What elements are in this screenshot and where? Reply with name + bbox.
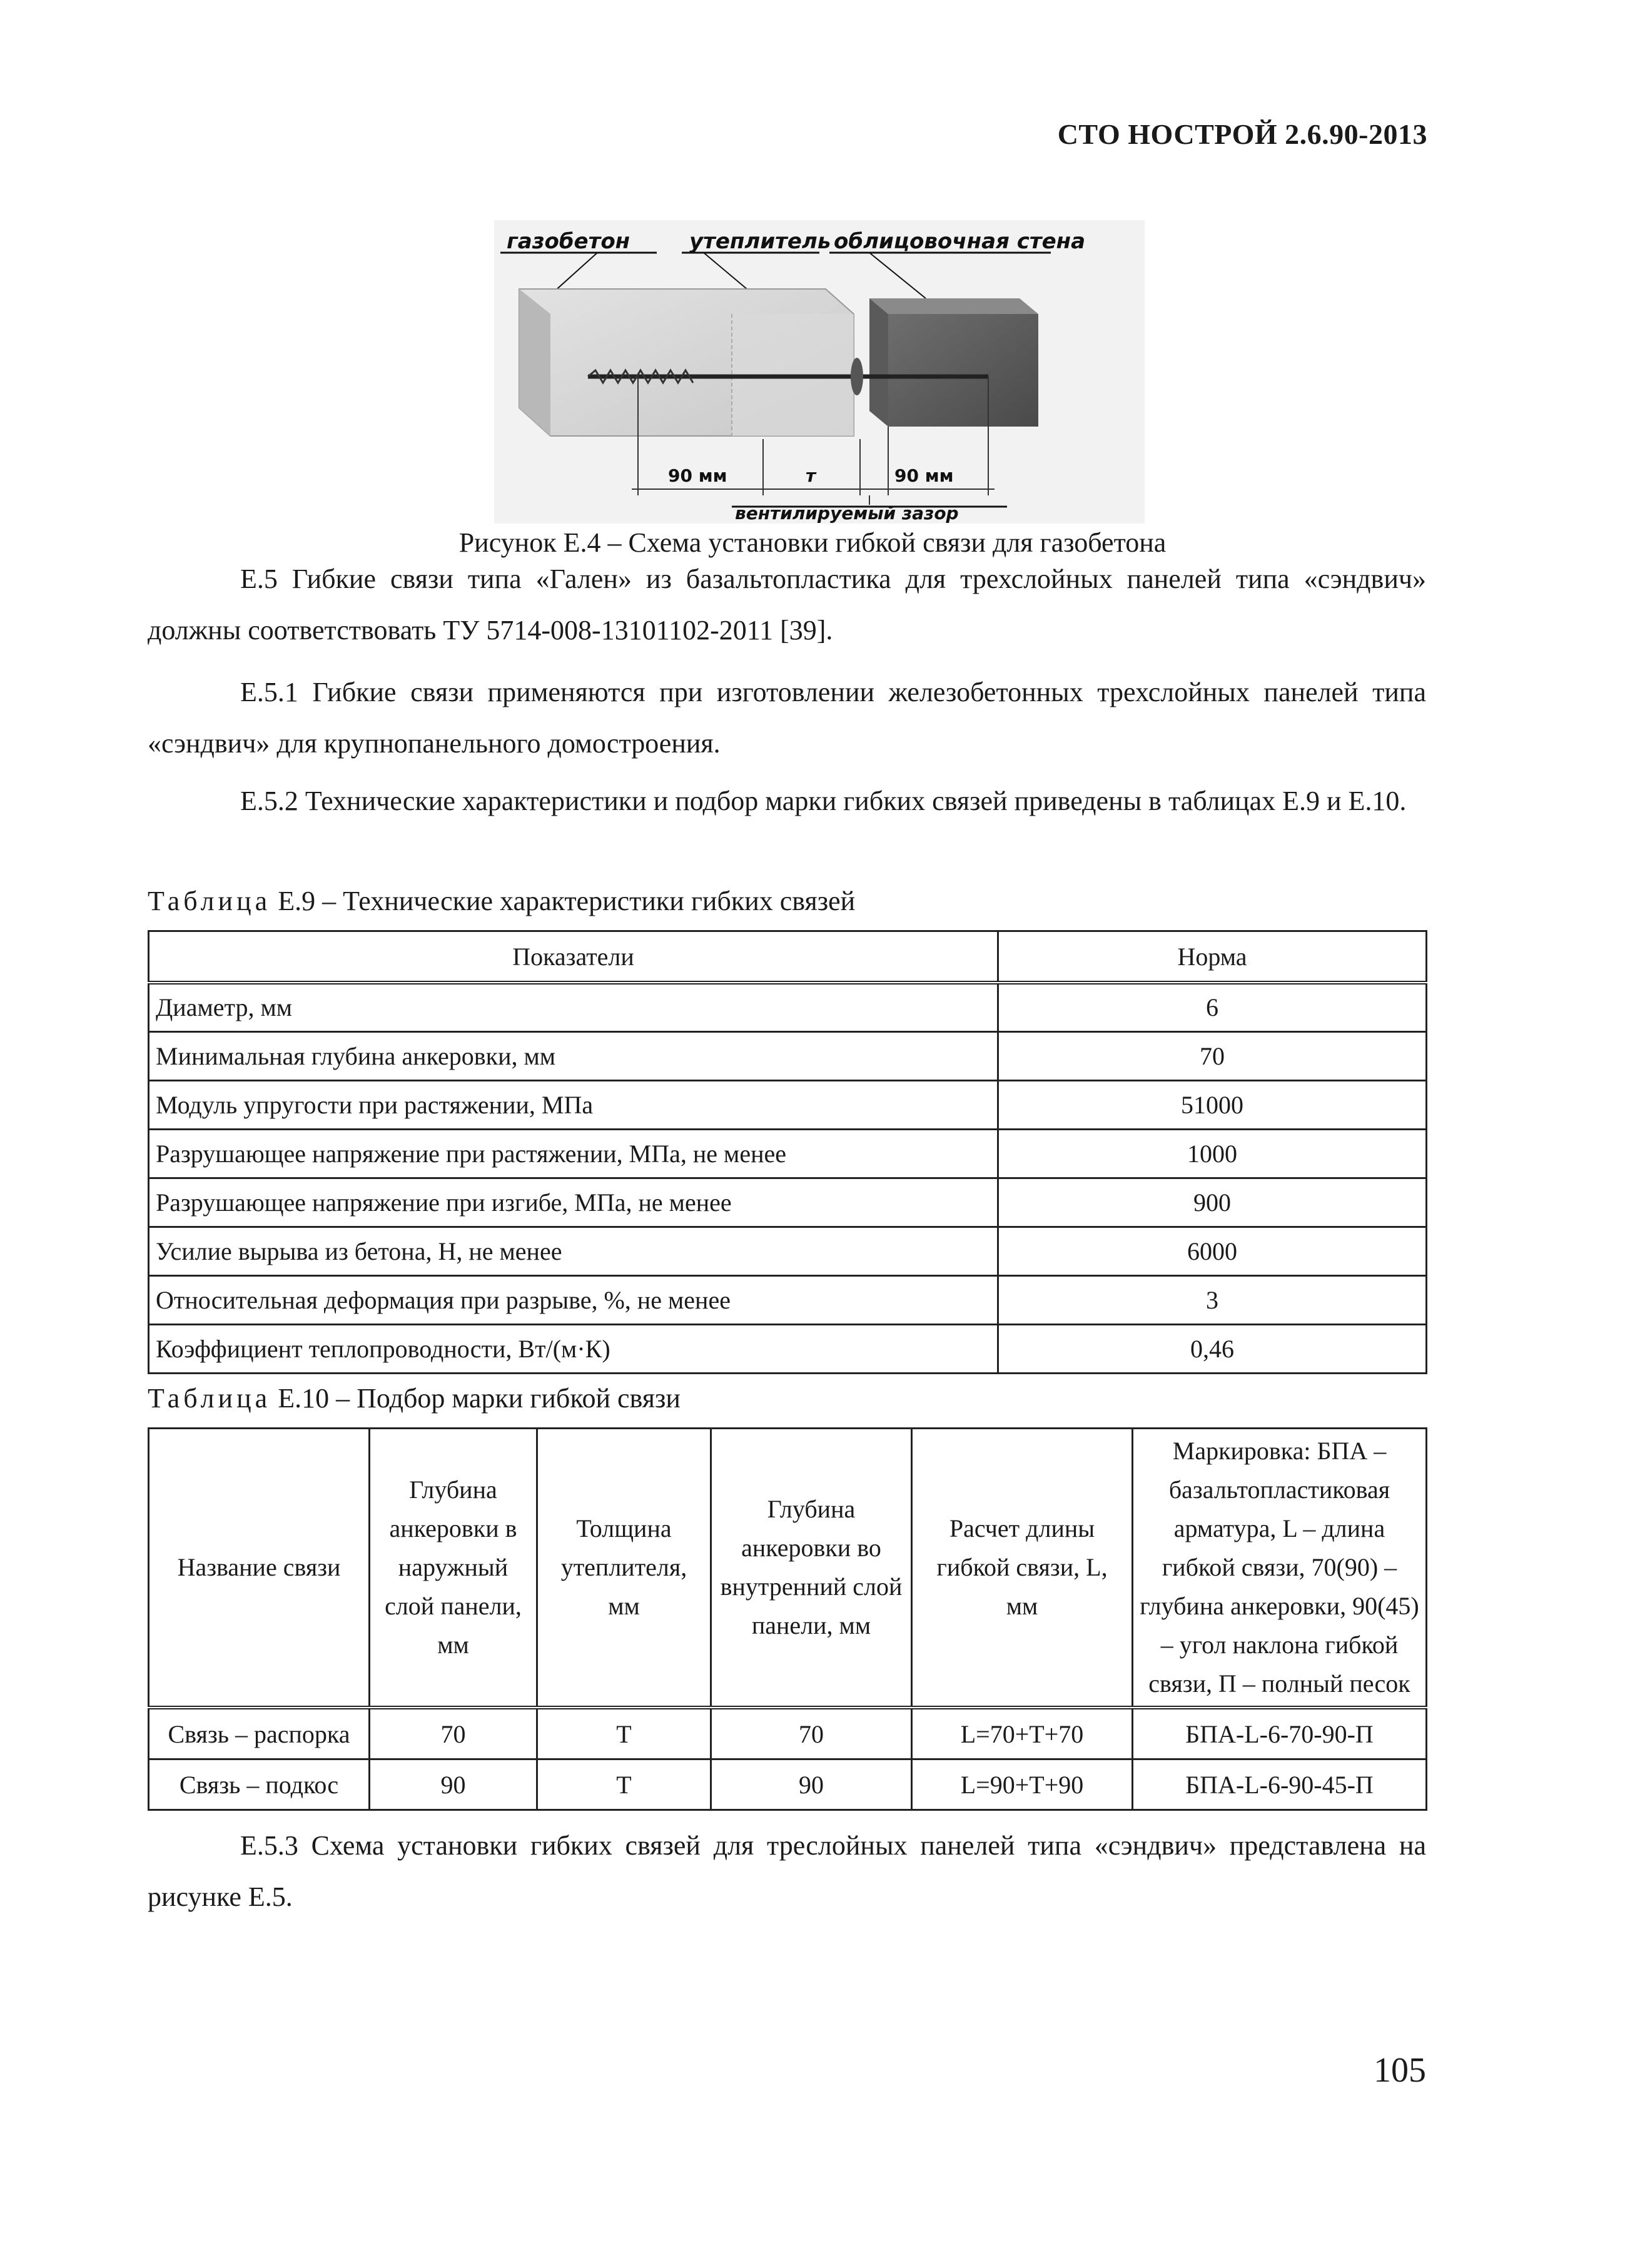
table-cell: БПА-L-6-90-45-П xyxy=(1133,1759,1427,1810)
label-dim-left: 90 мм xyxy=(668,465,727,486)
table-cell: Относительная деформация при разрыве, %, не менее xyxy=(149,1275,998,1324)
table-cell: 51000 xyxy=(998,1080,1427,1129)
figure-caption: Рисунок Е.4 – Схема установки гибкой связи для газобетона xyxy=(458,527,1167,558)
paragraph-e5-3: Е.5.3 Схема установки гибких связей для треслойных панелей типа «сэндвич» представлена на рисунке Е.5. xyxy=(148,1830,1426,1912)
table-row xyxy=(149,1031,1427,1080)
table-row xyxy=(149,1129,1427,1178)
table-cell: 0,46 xyxy=(998,1324,1427,1373)
table-e10-caption xyxy=(148,1382,681,1414)
label-insulation: утеплитель xyxy=(689,229,831,254)
table-cell: Т xyxy=(537,1708,711,1759)
table-e9-caption-label: Таблица xyxy=(148,886,271,916)
paragraph-e5-1: Е.5.1 Гибкие связи применяются при изготовлении железобетонных трехслойных панелей типа «сэндвич» для крупнопанельного домостроения. xyxy=(148,677,1426,759)
label-facing-wall: облицовочная стена xyxy=(834,229,1086,254)
table-e10 xyxy=(148,1427,1427,1811)
page-number: 105 xyxy=(1374,2051,1426,2090)
table-cell: Минимальная глубина анкеровки, мм xyxy=(149,1031,998,1080)
table-row xyxy=(149,1275,1427,1324)
table-row xyxy=(149,1178,1427,1227)
table-e9 xyxy=(148,930,1427,1374)
label-dim-mid: т xyxy=(806,465,816,486)
label-dim-right: 90 мм xyxy=(894,465,954,486)
table-header-cell: Глубина анкеровки во внутренний слой панели, мм xyxy=(711,1429,912,1708)
table-cell: 900 xyxy=(998,1178,1427,1227)
table-cell: Модуль упругости при растяжении, МПа xyxy=(149,1080,998,1129)
table-row xyxy=(149,1080,1427,1129)
table-header-cell: Глубина анкеровки в наружный слой панели, мм xyxy=(370,1429,537,1708)
table-cell: БПА-L-6-70-90-П xyxy=(1133,1708,1427,1759)
table-cell: 90 xyxy=(711,1759,912,1810)
table-cell: Усилие вырыва из бетона, Н, не менее xyxy=(149,1227,998,1275)
figure-flexible-tie-diagram xyxy=(494,220,1145,524)
table-cell: Диаметр, мм xyxy=(149,983,998,1031)
label-gas-concrete: газобетон xyxy=(507,229,630,254)
table-cell: L=90+T+90 xyxy=(912,1759,1133,1810)
table-cell: 70 xyxy=(998,1031,1427,1080)
table-row xyxy=(149,1708,1427,1759)
table-header-row xyxy=(149,931,1427,983)
table-header-cell: Толщина утеплителя, мм xyxy=(537,1429,711,1708)
table-row xyxy=(149,1759,1427,1810)
table-e10-caption-label: Таблица xyxy=(148,1383,271,1414)
table-cell: Разрушающее напряжение при растяжении, МПа, не менее xyxy=(149,1129,998,1178)
table-cell: 6000 xyxy=(998,1227,1427,1275)
flexible-tie-illustration xyxy=(494,220,1145,524)
table-cell: Т xyxy=(537,1759,711,1810)
table-cell: Связь – подкос xyxy=(149,1759,370,1810)
document-code-header: СТО НОСТРОЙ 2.6.90-2013 xyxy=(1057,118,1427,150)
table-cell: 70 xyxy=(370,1708,537,1759)
table-row xyxy=(149,1227,1427,1275)
table-header-cell: Маркировка: БПА – базальтопластиковая арматура, L – длина гибкой связи, 70(90) – глубина анкеровки, 90(45) – угол наклона гибкой связи, П – полный песок xyxy=(1133,1429,1427,1708)
table-cell: 1000 xyxy=(998,1129,1427,1178)
table-e10-caption-text: Е.10 – Подбор марки гибкой связи xyxy=(278,1383,681,1414)
table-header-cell: Расчет длины гибкой связи, L, мм xyxy=(912,1429,1133,1708)
table-header-cell: Норма xyxy=(998,931,1427,983)
table-header-row xyxy=(149,1429,1427,1708)
table-e9-caption xyxy=(148,885,855,917)
paragraph-e5: Е.5 Гибкие связи типа «Гален» из базальтопластика для трехслойных панелей типа «сэндвич» должны соответствовать ТУ 5714-008-13101102-2011 [39]. xyxy=(148,564,1426,645)
table-cell: 6 xyxy=(998,983,1427,1031)
table-header-cell: Название связи xyxy=(149,1429,370,1708)
table-cell: Коэффициент теплопроводности, Вт/(м·К) xyxy=(149,1324,998,1373)
table-cell: Связь – распорка xyxy=(149,1708,370,1759)
table-cell: 90 xyxy=(370,1759,537,1810)
paragraph-e5-2: Е.5.2 Технические характеристики и подбор марки гибких связей приведены в таблицах Е.9 и Е.10. xyxy=(240,786,1407,816)
label-ventilated-gap: вентилируемый зазор xyxy=(735,503,959,524)
table-header-cell: Показатели xyxy=(149,931,998,983)
table-cell: 3 xyxy=(998,1275,1427,1324)
table-cell: Разрушающее напряжение при изгибе, МПа, не менее xyxy=(149,1178,998,1227)
table-row xyxy=(149,983,1427,1031)
table-row xyxy=(149,1324,1427,1373)
table-e9-caption-text: Е.9 – Технические характеристики гибких связей xyxy=(278,886,856,916)
table-cell: L=70+T+70 xyxy=(912,1708,1133,1759)
table-cell: 70 xyxy=(711,1708,912,1759)
